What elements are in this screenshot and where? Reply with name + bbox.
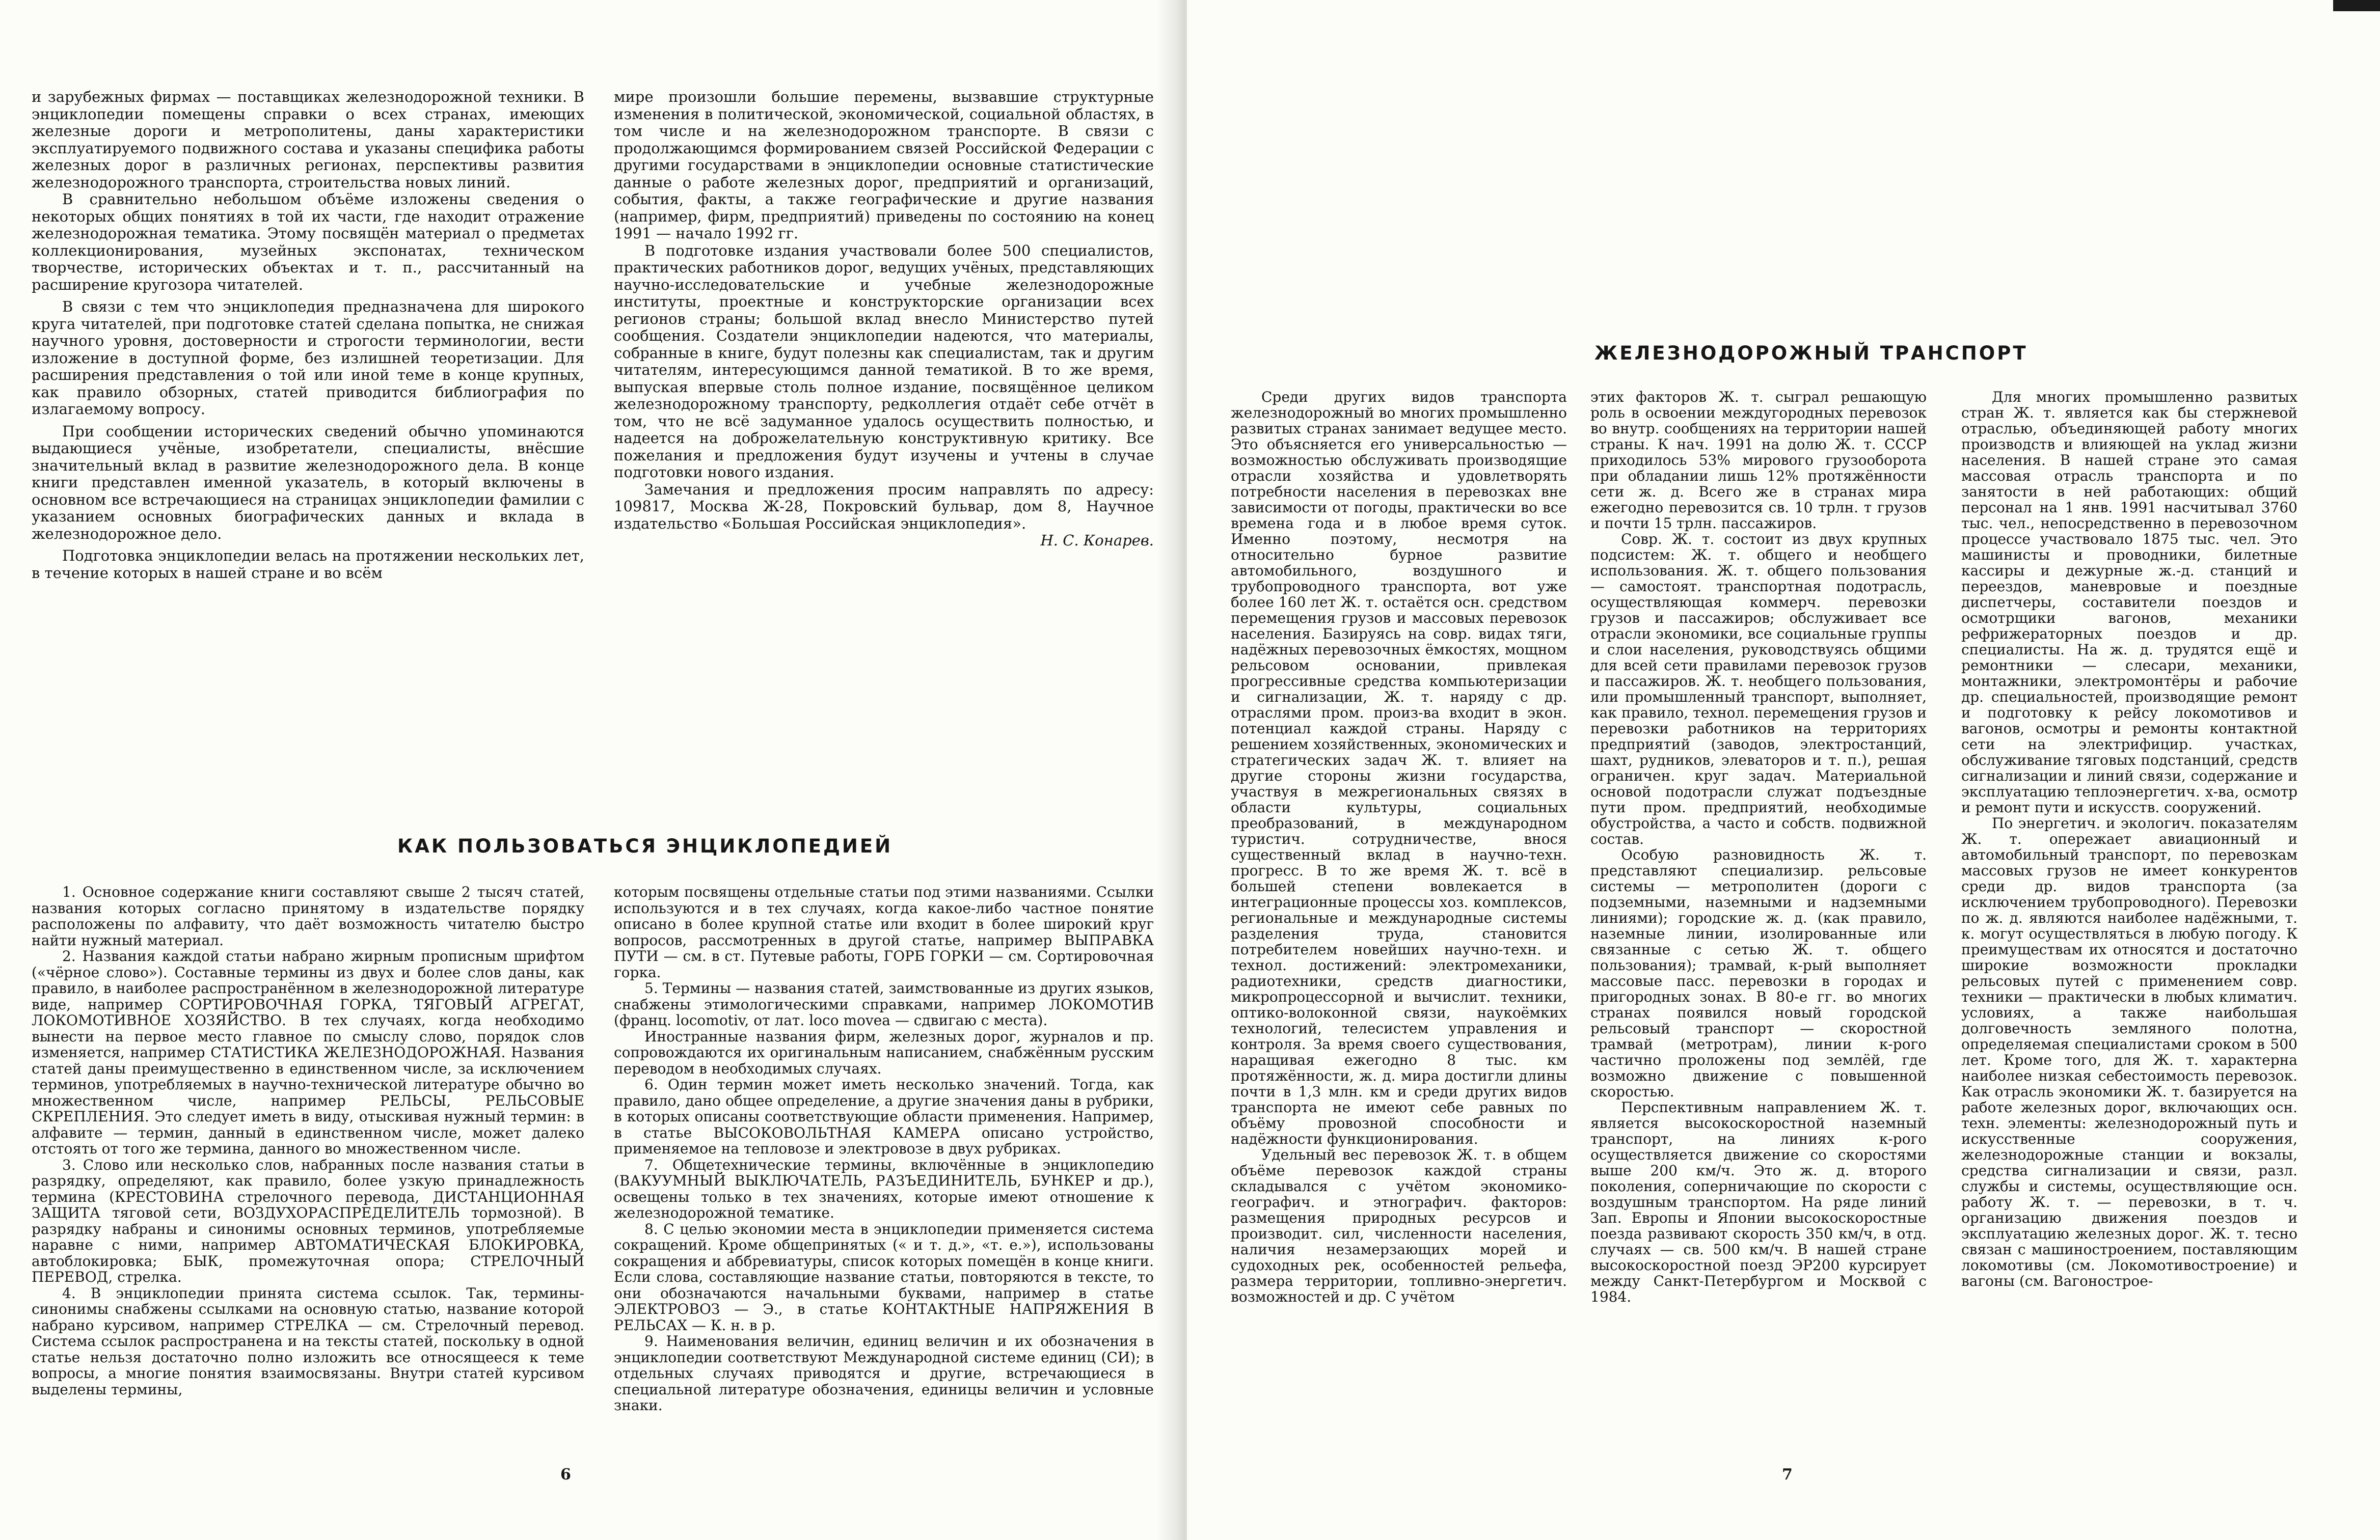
list-item: 1. Основное содержание книги составляют свыше 2 тысяч статей, названия которых согласно принятому в издательстве порядку расположены по алфавиту, что даёт возможность читателю быстро найти нужный материал. [32, 884, 584, 949]
paragraph: Для многих промышленно развитых стран Ж. т. является как бы стержневой отраслью, объединяющей работу многих производств и влияющей на уклад жизни населения. В нашей стране это самая массовая отрасль транспорта и по занятости в ней работающих: общий персонал на 1 янв. 1991 насчитывал 3760 тыс. чел., непосредственно в перевозочном процессе участвовало 1875 тыс. чел. Это машинисты и проводники, билетные кассиры и дежурные ж.-д. станций и переездов, маневровые и поездные диспетчеры, составители поездов и осмотрщики вагонов, механики рефрижераторных поездов и др. специалисты. На ж. д. трудятся ещё и ремонтники — слесари, механики, монтажники, электромонтёры и рабочие др. специальностей, производящие ремонт и подготовку к рейсу локомотивов и вагонов, осмотры и ремонты контактной сети на электрифицир. участках, обслуживание тяговых подстанций, средств сигнализации и линий связи, содержание и эксплуатацию теплоэнергетич. х-ва, осмотр и ремонт пути и искусств. сооружений. [1961, 389, 2297, 816]
paragraph: и зарубежных фирмах — поставщиках железнодорожной техники. В энциклопедии помещены справки о всех странах, имеющих железные дороги и метрополитены, даны характеристики эксплуатируемого подвижного состава и указаны специфика работы железных дорог в различных регионах, перспективы развития железнодорожного транспорта, строительства новых линий. [32, 88, 584, 191]
corner-mark [2333, 0, 2380, 11]
paragraph: Среди других видов транспорта железнодорожный во многих промышленно развитых странах занимает ведущее место. Это объясняется его универсальностью — возможностью обслуживать производящие отрасли хозяйства и удовлетворять потребности населения в перевозках вне зависимости от погоды, практически во все времена года и в любое время суток. Именно поэтому, несмотря на относительно бурное развитие автомобильного, воздушного и трубопроводного транспорта, вот уже более 160 лет Ж. т. остаётся осн. средством перемещения грузов и массовых перевозок населения. Базируясь на совр. видах тяги, надёжных перевозочных ёмкостях, мощном рельсовом основании, привлекая прогрессивные средства компьютеризации и сигнализации, Ж. т. наряду с др. отраслями пром. произ-ва входит в экон. потенциал каждой страны. Наряду с решением хозяйственных, экономических и стратегических задач Ж. т. влияет на другие стороны жизни государства, участвуя в межрегиональных связях в области культуры, социальных преобразований, в международном туристич. сотрудничестве, внося существенный вклад в научно-техн. прогресс. В то же время Ж. т. всё в большей степени вовлекается в интеграционные процессы хоз. комплексов, региональные и международные системы разделения труда, становится потребителем новейших научно-техн. и технол. достижений: электромеханики, радиотехники, средств диагностики, микропроцессорной и вычислит. техники, оптико-волоконной связи, наукоёмких технологий, телесистем управления и контроля. За время своего существования, наращивая ежегодно 8 тыс. км протяжённости, ж. д. мира достигли длины почти в 1,3 млн. км и среди других видов транспорта не имеют себе равных по объёму провозной способности и надёжности функционирования. [1231, 389, 1567, 1147]
paragraph: При сообщении исторических сведений обычно упоминаются выдающиеся учёные, изобретатели, специалисты, внёсшие значительный вклад в развитие железнодорожного дела. В конце книги представлен именной указатель, в который включены в основном все встречающиеся на страницах энциклопедии фамилии с указанием основных биографических данных и вклада в железнодорожное дело. [32, 422, 584, 542]
list-item: которым посвящены отдельные статьи под этими названиями. Ссылки используются и в тех случаях, когда какое-либо частное понятие описано в более крупной статье или входит в более широкий круг вопросов, рассмотренных в другой статье, например ВЫПРАВКА ПУТИ — см. в ст. Путевые работы, ГОРБ ГОРКИ — см. Сортировочная горка. [614, 884, 1154, 981]
paragraph: По энергетич. и экологич. показателям Ж. т. опережает авиационный и автомобильный транспорт, по перевозкам массовых грузов не имеет конкурентов среди др. видов транспорта (за исключением трубопроводного). Перевозки по ж. д. являются наиболее надёжными, т. к. могут осуществляться в любую погоду. К преимуществам их относятся и достаточно широкие возможности прокладки рельсовых путей с применением совр. техники — практически в любых климатич. условиях, а также наибольшая долговечность земляного полотна, определяемая специалистами сроком в 500 лет. Кроме того, для Ж. т. характерна наиболее низкая себестоимость перевозок. Как отрасль экономики Ж. т. базируется на работе железных дорог, включающих осн. техн. элементы: железнодорожный путь и искусственные сооружения, железнодорожные станции и вокзалы, средства сигнализации и связи, разл. службы и системы, осуществляющие осн. работу Ж. т. — перевозки, в т. ч. организацию движения поездов и эксплуатацию железных дорог. Ж. т. тесно связан с машиностроением, поставляющим локомотивы (см. Локомотивостроение) и вагоны (см. Вагоностроe- [1961, 815, 2297, 1289]
article-column-1 [1231, 389, 1567, 1305]
list-item: 7. Общетехнические термины, включённые в энциклопедию (ВАКУУМНЫЙ ВЫКЛЮЧАТЕЛЬ, РАЗЪЕДИНИТЕЛЬ, БУНКЕР и др.), освещены только в тех значениях, которые имеют отношение к железнодорожной тематике. [614, 1156, 1154, 1221]
list-item: 8. С целью экономии места в энциклопедии применяется система сокращений. Кроме общепринятых (« и т. д.», «т. е.»), использованы сокращения и аббревиатуры, список которых помещён в конце книги. Если слова, составляющие название статьи, повторяются в тексте, то они обозначаются начальными буквами, например в статье ЭЛЕКТРОВОЗ — Э., в статье КОНТАКТНЫЕ НАПРЯЖЕНИЯ В РЕЛЬСАХ — К. н. в р. [614, 1220, 1154, 1334]
paragraph: В подготовке издания участвовали более 500 специалистов, практических работников дорог, ведущих учёных, представляющих научно-исследовательские и учебные железнодорожные институты, проектные и конструкторские организации всех регионов страны; большой вклад внесло Министерство путей сообщения. Создатели энциклопедии надеются, что материалы, собранные в книге, будут полезны как специалистам, так и другим читателям, интересующимся данной тематикой. В то же время, выпуская впервые столь полное издание, посвящённое целиком железнодорожному транспорту, редколлегия отдаёт себе отчёт в том, что не всё задуманное удалось осуществить полностью, и надеется на доброжелательную конструктивную критику. Все пожелания и предложения будут изучены и учтены в случае подготовки нового издания. [614, 241, 1154, 481]
list-item: 4. В энциклопедии принята система ссылок. Так, термины-синонимы снабжены ссылками на основную статью, название которой набрано курсивом, например СТРЕЛКА — см. Стрелочный перевод. Система ссылок распространена и на тексты статей, поскольку в одной статье нельзя достаточно полно изложить все относящееся к теме вопросы, а многие понятия взаимосвязаны. Внутри статей курсивом выделены термины, [32, 1284, 584, 1398]
paragraph: этих факторов Ж. т. сыграл решающую роль в освоении междугородных перевозок во внутр. сообщениях на территории нашей страны. К нач. 1991 на долю Ж. т. СССР приходилось 53% мирового грузооборота при обладании лишь 12% протяжённости сети ж. д. Всего же в странах мира ежегодно перевозится св. 10 трлн. т грузов и почти 15 трлн. пассажиров. [1590, 389, 1927, 532]
feedback-address: Замечания и предложения просим направлять по адресу: 109817, Москва Ж-28, Покровский бульвар, дом 8, Научное издательство «Большая Российская энциклопедия». [614, 480, 1154, 532]
list-item: 5. Термины — названия статей, заимствованные из других языков, снабжены этимологическими справками, например ЛОКОМОТИВ (франц. locomotiv, от лат. loco movea — сдвигаю с места). [614, 980, 1154, 1029]
paragraph: Перспективным направлением Ж. т. является высокоскоростной наземный транспорт, на линиях к-рого осуществляется движение со скоростями выше 200 км/ч. Это ж. д. второго поколения, соперничающие по скорости с воздушным транспортом. На ряде линий Зап. Европы и Японии высокоскоростные поезда развивают скорость 350 км/ч, в отд. случаях — св. 500 км/ч. В нашей стране высокоскоростной поезд ЭР200 курсирует между Санкт-Петербургом и Москвой с 1984. [1590, 1099, 1927, 1305]
page-number: 7 [1782, 1466, 1793, 1483]
paragraph: мире произошли большие перемены, вызвавшие структурные изменения в политической, экономической, социальной областях, в том числе и на железнодорожном транспорте. В связи с продолжающимся формированием связей Российской Федерации с другими государствами в энциклопедии основные статистические данные о работе железных дорог, предприятий и организаций, события, факты, а также географические и другие названия (например, фирм, предприятий) приведены по состоянию на конец 1991 — начало 1992 гг. [614, 88, 1154, 242]
paragraph: В сравнительно небольшом объёме изложены сведения о некоторых общих понятиях в той их части, где находит отражение железнодорожная тематика. Этому посвящён материал о предметах коллекционирования, музейных экспонатах, техническом творчестве, исторических объектах и т. п., рассчитанный на расширение кругозора читателей. [32, 190, 584, 293]
editor-signature: Н. С. Конарев. [1040, 532, 1154, 549]
paragraph: Совр. Ж. т. состоит из двух крупных подсистем: Ж. т. общего и необщего использования. Ж. т. общего пользования — самостоят. транспортная подотрасль, осуществляющая коммерч. перевозки грузов и пассажиров; обслуживает все отрасли экономики, все социальные группы и слои населения, руководствуясь общими для всей сети правилами перевозок грузов и пассажиров. Ж. т. необщего пользования, или промышленный транспорт, выполняет, как правило, технол. перемещения грузов и перевозки работников на территориях предприятий (заводов, электростанций, шахт, рудников, элеваторов и т. п.), решая ограничен. круг задач. Материальной основой подотрасли служат подъездные пути пром. предприятий, необходимые обустройства, а часто и собств. подвижной состав. [1590, 531, 1927, 847]
list-item: 3. Слово или несколько слов, набранных после названия статьи в разрядку, определяют, как правило, более узкую принадлежность термина (КРЕСТОВИНА стрелочного перевода, ДИСТАНЦИОННАЯ ЗАЩИТА тяговой сети, ВОЗДУХОРАСПРЕДЕЛИТЕЛЬ тормозной). В разрядку набраны и синонимы основных терминов, употребляемые наравне с ними, например АВТОМАТИЧЕСКАЯ БЛОКИРОВКА, автоблокировка; БЫК, промежуточная опора; СТРЕЛОЧНЫЙ ПЕРЕВОД, стрелка. [32, 1156, 584, 1285]
paragraph: В связи с тем что энциклопедия предназначена для широкого круга читателей, при подготовке статей сделана попытка, не снижая научного уровня, достоверности и строгости терминологии, вести изложение в доступной форме, без излишней теоретизации. Для расширения представления о той или иной теме в конце крупных, как правило обзорных, статей приводится библиография по излагаемому вопросу. [32, 298, 584, 418]
article-column-3 [1961, 389, 2297, 1289]
howto-column-1 [32, 884, 584, 1397]
list-item: 2. Названия каждой статьи набрано жирным прописным шрифтом («чёрное слово»). Составные термины из двух и более слов даны, как правило, в наиболее распространённом в железнодорожной литературе виде, например СОРТИРОВОЧНАЯ ГОРКА, ТЯГОВЫЙ АГРЕГАТ, ЛОКОМОТИВНОЕ ХОЗЯЙСТВО. В тех случаях, когда необходимо вынести на первое место главное по смыслу слово, порядок слов изменяется, например СТАТИСТИКА ЖЕЛЕЗНОДОРОЖНАЯ. Названия статей даны преимущественно в единственном числе, за исключением терминов, употребляемых в научно-технической литературе обычно во множественном числе, например РЕЛЬСЫ, РЕЛЬСОВЫЕ СКРЕПЛЕНИЯ. Это следует иметь в виду, отыскивая нужный термин: в алфавите — термин, данный в единственном числе, может далеко отстоять от того же термина, данного во множественном числе. [32, 948, 584, 1157]
list-item: 9. Наименования величин, единиц величин и их обозначения в энциклопедии соответствуют Международной системе единиц (СИ); в отдельных случаях приводятся и другие, встречающиеся в специальной литературе обозначения, единицы величин и условные знаки. [614, 1333, 1154, 1414]
section-title-railway-transport: ЖЕЛЕЗНОДОРОЖНЫЙ ТРАНСПОРТ [1594, 342, 2028, 364]
list-item: 6. Один термин может иметь несколько значений. Тогда, как правило, дано общее определение, а другие значения даны в рубрики, в которых описаны соответствующие области применения. Например, в статье ВЫСОКОВОЛЬТНАЯ КАМЕРА описано устройство, применяемое на тепловозе и электровозе в двух рубриках. [614, 1076, 1154, 1157]
intro-column-1 [32, 89, 584, 582]
left-page [0, 0, 1167, 1540]
paragraph: Особую разновидность Ж. т. представляют специализир. рельсовые системы — метрополитен (дороги с подземными, наземными и надземными линиями); городские ж. д. (как правило, наземные линии, изолированные или связанные с сетью Ж. т. общего пользования); трамвай, к-рый выполняет массовые пасс. перевозки в городах и пригородных зонах. В 80-е гг. во многих странах появился новый городской рельсовый транспорт — скоростной трамвай (метротрам), линии к-рого частично проложены под землёй, где возможно движение с повышенной скоростью. [1590, 846, 1927, 1100]
list-item: Иностранные названия фирм, железных дорог, журналов и пр. сопровождаются их оригинальным написанием, снабжённым русским переводом в необходимых случаях. [614, 1028, 1154, 1077]
article-column-2 [1590, 389, 1927, 1305]
section-title-how-to-use: КАК ПОЛЬЗОВАТЬСЯ ЭНЦИКЛОПЕДИЕЙ [397, 835, 893, 857]
paragraph: Подготовка энциклопедии велась на протяжении нескольких лет, в течение которых в нашей стране и во всём [32, 547, 584, 582]
page-number: 6 [560, 1466, 571, 1483]
right-page [1187, 0, 2380, 1540]
paragraph: Удельный вес перевозок Ж. т. в общем объёме перевозок каждой страны складывался с учётом экономико-географич. и этнографич. факторов: размещения природных ресурсов и производит. сил, численности населения, наличия незамерзающих морей и судоходных рек, особенностей рельефа, размера территории, топливно-энергетич. возможностей и др. С учётом [1231, 1146, 1567, 1305]
howto-column-2 [614, 884, 1154, 1414]
intro-column-2 [614, 89, 1154, 549]
